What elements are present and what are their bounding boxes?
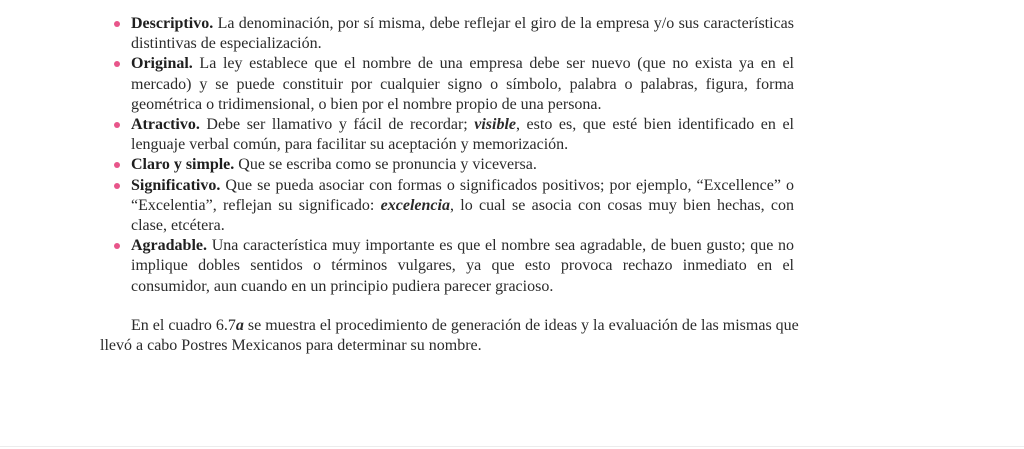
term-label: Significativo. bbox=[131, 176, 221, 194]
bullet-dot-icon bbox=[114, 183, 120, 189]
bullet-dot-icon bbox=[114, 61, 120, 67]
term-label: Claro y simple. bbox=[131, 156, 235, 174]
item-text: Que se escriba como se pronuncia y viceversa. bbox=[234, 156, 537, 174]
page-bottom-divider bbox=[0, 446, 1024, 447]
list-item-claro-simple bbox=[114, 155, 794, 175]
list-item-original bbox=[114, 54, 794, 115]
item-text: Que se pueda asociar con formas o significados positivos; por ejemplo, “Excellence” o “Excelentia”, reflejan su significado: bbox=[131, 176, 794, 214]
term-label: Atractivo. bbox=[131, 116, 200, 134]
item-text: La denominación, por sí misma, debe reflejar el giro de la empresa y/o sus características distintivas de especialización. bbox=[131, 15, 794, 53]
bullet-dot-icon bbox=[114, 21, 120, 27]
item-text: , lo cual se asocia con cosas muy bien hechas, con clase, etcétera. bbox=[131, 196, 795, 235]
item-text: Debe ser llamativo y fácil de recordar; bbox=[199, 116, 475, 134]
bullet-dot-icon bbox=[114, 162, 120, 168]
paragraph-text: se muestra el procedimiento de generación de ideas y la evaluación de las mismas que llevó a cabo Postres Mexicanos para determinar su nombre. bbox=[100, 317, 799, 355]
list-item-atractivo bbox=[114, 115, 794, 155]
list-item-agradable bbox=[114, 236, 794, 297]
term-label: Descriptivo. bbox=[131, 15, 214, 32]
emphasis-text: a bbox=[235, 317, 244, 334]
term-label: Original. bbox=[131, 55, 193, 73]
emphasis-text: visible bbox=[474, 116, 517, 134]
item-text: , esto es, que esté bien identificado en el lenguaje verbal común, para facilitar su aceptación y memorización. bbox=[131, 116, 794, 154]
emphasis-text: excelencia bbox=[380, 196, 450, 214]
body-paragraph bbox=[100, 316, 800, 356]
list-item-significativo bbox=[114, 176, 794, 237]
term-label: Agradable. bbox=[131, 237, 207, 255]
item-text: Una característica muy importante es que el nombre sea agradable, de buen gusto; que no implique dobles sentidos o términos vulgares, ya que esto provoca rechazo inmediato en el consumidor, aun cuando en un principio pudiera parecer gracioso. bbox=[131, 237, 794, 295]
characteristics-list bbox=[114, 14, 794, 297]
paragraph-text: En el cuadro 6.7 bbox=[131, 317, 236, 334]
list-item-descriptivo bbox=[114, 14, 794, 54]
bullet-dot-icon bbox=[114, 243, 120, 249]
bullet-dot-icon bbox=[114, 122, 120, 128]
item-text: La ley establece que el nombre de una empresa debe ser nuevo (que no exista ya en el mercado) y se puede constituir por cualquier signo o símbolo, palabra o palabras, figura, forma geométrica o tridimensional, o bien por el nombre propio de una persona. bbox=[131, 55, 794, 113]
